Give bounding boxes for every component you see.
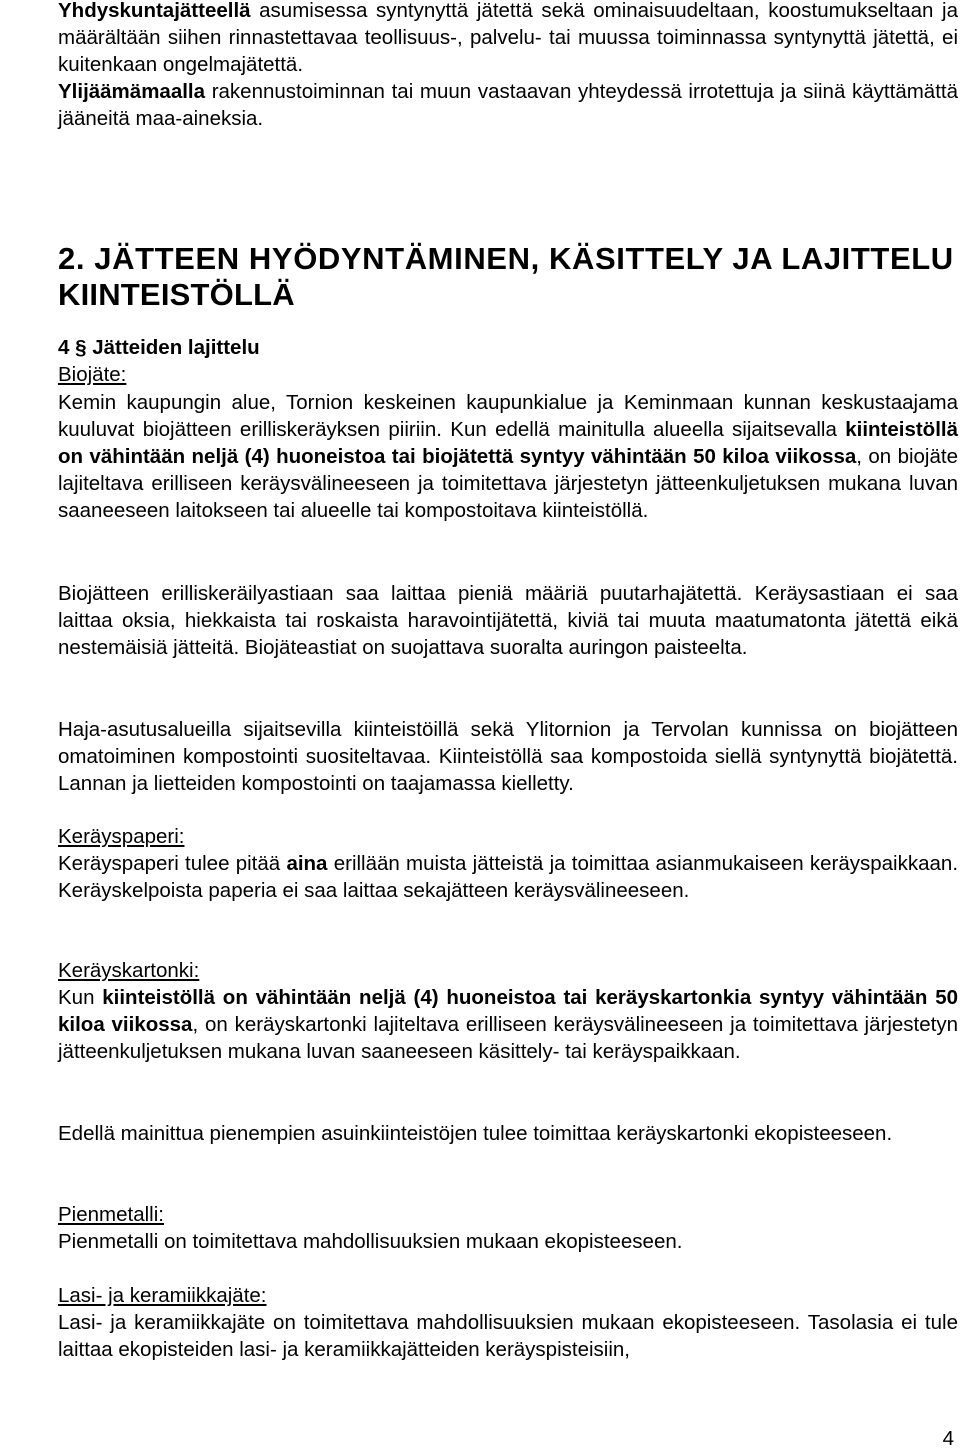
page-number: 4 <box>942 1427 954 1450</box>
definition-paragraph-yhdyskuntajate <box>58 0 958 78</box>
definition-paragraph-ylijaamamaa <box>58 78 958 132</box>
biojate-paragraph-1: Kemin kaupungin alue, Tornion keskeinen kaupunkialue ja Keminmaan kunnan keskustaajama kuuluvat biojätteen erilliskeräyksen piiriin. Kun edellä mainitulla alueella sijaitsevalla kiinteistöllä on vähintään neljä (4) huoneistoa tai biojätettä syntyy vähintään 50 kiloa viikossa, on biojäte lajiteltava erilliseen keräysvälineeseen ja toimitettava järjestetyn jätteenkuljetuksen mukana luvan saaneeseen laitokseen tai alueelle tai kompostoitava kiinteistöllä. <box>58 391 958 522</box>
biojate-paragraph-2: Biojätteen erilliskeräilyastiaan saa laittaa pieniä määriä puutarhajätettä. Keräysastiaan ei saa laittaa oksia, hiekkaista tai roskaista haravointijätettä, kiviä tai muuta maatumatonta jätettä eikä nestemäisiä jätteitä. Biojäteastiat on suojattava suoralta auringon paisteelta. <box>58 582 958 659</box>
chapter-number: 2. <box>58 241 86 276</box>
definition-text: rakennustoiminnan tai muun vastaavan yhteydessä irrotettuja ja siinä käyttämättä jääneitä maa-aineksia. <box>58 80 958 130</box>
term-ylijaamamaa: Ylijäämämaalla <box>58 80 206 103</box>
chapter-title-line1: JÄTTEEN HYÖDYNTÄMINEN, KÄSITTELY JA LAJITTELU <box>94 241 954 276</box>
definition-text: asumisessa syntynyttä jätettä sekä ominaisuudeltaan, koostumukseltaan ja määrältään siihen rinnastettavaa teollisuus-, palvelu- tai muussa toiminnassa syntynyttä jätettä, ei kuitenkaan ongelmajätettä. <box>58 0 958 76</box>
section-title: Jätteiden lajittelu <box>92 336 260 359</box>
kerayspaperi-paragraph: Keräyspaperi tulee pitää aina erillään muista jätteistä ja toimittaa asianmukaiseen keräyspaikkaan. Keräyskelpoista paperia ei saa laittaa sekajätteen keräysvälineeseen. <box>58 852 959 902</box>
section-number: 4 <box>58 336 70 359</box>
biojate-paragraph-3: Haja-asutusalueilla sijaitsevilla kiinteistöillä sekä Ylitornion ja Tervolan kunnissa on biojätteen omatoiminen kompostointi suositeltavaa. Kiinteistöllä saa kompostoida siellä syntynyttä biojätettä. Lannan ja lietteiden kompostointi on taajamassa kielletty. <box>58 718 958 795</box>
kerayskartonki-label: Keräyskartonki: <box>58 959 200 982</box>
lasi-label: Lasi- ja keramiikkajäte: <box>58 1284 267 1307</box>
kerayskartonki-paragraph-2: Edellä mainittua pienempien asuinkiinteistöjen tulee toimittaa keräyskartonki ekopisteeseen. <box>58 1122 893 1145</box>
biojate-condition: kiinteistöllä on vähintään neljä (4) huoneistoa tai biojätettä syntyy vähintään 50 kiloa viikossa <box>58 418 958 468</box>
kerayskartonki-paragraph-1: Kun kiinteistöllä on vähintään neljä (4) huoneistoa tai keräyskartonkia syntyy vähintään 50 kiloa viikossa, on keräyskartonki lajiteltava erilliseen keräysvälineeseen ja toimitettava järjestetyn jätteenkuljetuksen mukana luvan saaneeseen käsittely- tai keräyspaikkaan. <box>58 986 959 1063</box>
term-yhdyskuntajate: Yhdyskuntajätteellä <box>58 0 251 22</box>
pienmetalli-label: Pienmetalli: <box>58 1203 164 1226</box>
kerayspaperi-label: Keräyspaperi: <box>58 825 185 848</box>
pienmetalli-paragraph: Pienmetalli on toimitettava mahdollisuuksien mukaan ekopisteeseen. <box>58 1230 683 1253</box>
kerayskartonki-condition: kiinteistöllä on vähintään neljä (4) huoneistoa tai keräyskartonkia syntyy vähintään 50 kiloa viikossa <box>58 986 959 1036</box>
kerayspaperi-emphasis: aina <box>286 852 328 875</box>
lasi-paragraph: Lasi- ja keramiikkajäte on toimitettava mahdollisuuksien mukaan ekopisteeseen. Tasolasia ei tule laittaa ekopisteiden lasi- ja keramiikkajätteiden keräyspisteisiin, <box>58 1311 958 1361</box>
biojate-label: Biojäte: <box>58 363 127 386</box>
section-heading <box>58 334 260 361</box>
chapter-title-line2: KIINTEISTÖLLÄ <box>58 277 295 312</box>
chapter-heading <box>58 241 958 313</box>
section-symbol: § <box>75 336 87 359</box>
